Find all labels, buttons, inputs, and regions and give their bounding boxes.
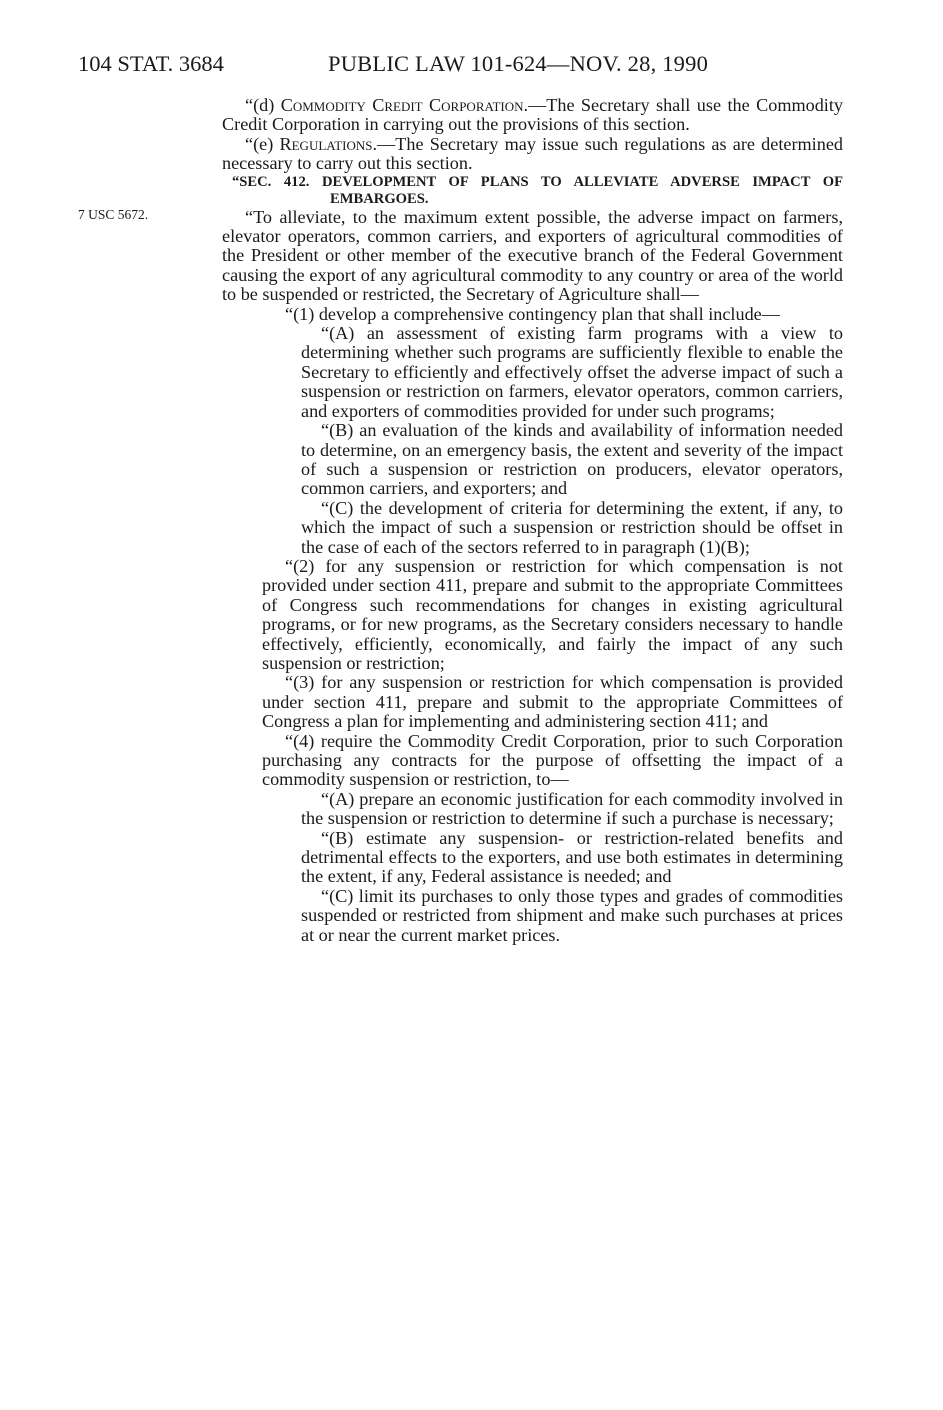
paragraph-2: “(2) for any suspension or restriction for which compensation is not provided under section 411, prepare and submit to the appropriate Committees of Congress such recommendations for changes in existing agricultural programs, or for new programs, as the Secretary considers necessary to handle effectively, efficiently, economically, and fairly the impact of any such suspension or restriction;	[262, 555, 843, 673]
paragraph-e-text: .—The Secretary may issue such regulations as are determined necessary to carry out this section.	[222, 133, 843, 174]
paragraph-1: “(1) develop a comprehensive contingency plan that shall include—	[285, 303, 780, 324]
subparagraph-1c: “(C) the development of criteria for determining the extent, if any, to which the impact of such a suspension or restriction should be offset in the case of each of the sectors referred to in paragraph (1)(B);	[301, 497, 843, 557]
paragraph-4: “(4) require the Commodity Credit Corporation, prior to such Corporation purchasing any contracts for the purpose of offsetting the impact of a commodity suspension or restriction, to—	[262, 730, 843, 790]
stat-citation: 104 STAT. 3684	[78, 51, 224, 76]
paragraph-e-heading: Regulations	[279, 133, 373, 154]
subparagraph-1b: “(B) an evaluation of the kinds and availability of information needed to determine, on an emergency basis, the extent and severity of the impact of such a suspension or restriction on producers, elevator operators, common carriers, and exporters; and	[301, 420, 843, 499]
subparagraph-4b: “(B) estimate any suspension- or restriction-related benefits and detrimental effects to the exporters, and use both estimates in determining the extent, if any, Federal assistance is needed; and	[301, 827, 843, 887]
public-law-title: PUBLIC LAW 101-624—NOV. 28, 1990	[328, 51, 709, 76]
paragraph-d-heading: Commodity Credit Corporation	[280, 95, 524, 115]
page-header	[78, 44, 858, 84]
paragraph-d-text: .—The Secretary shall use the Commodity Credit Corporation in carrying out the provisions of this section.	[222, 95, 843, 135]
paragraph-e	[222, 135, 843, 174]
usc-margin-note: 7 USC 5672.	[78, 207, 149, 222]
subparagraph-4a: “(A) prepare an economic justification for each commodity involved in the suspension or restriction to determine if such a purchase is necessary;	[301, 788, 843, 829]
paragraph-3: “(3) for any suspension or restriction for which compensation is provided under section 411, prepare and submit to the appropriate Committees of Congress a plan for implementing and administering section 411; and	[262, 672, 843, 732]
section-heading: “SEC. 412. DEVELOPMENT OF PLANS TO ALLEVIATE ADVERSE IMPACT OF EMBARGOES.	[232, 173, 843, 207]
subparagraph-4c: “(C) limit its purchases to only those types and grades of commodities suspended or restricted from shipment and make such purchases at prices at or near the current market prices.	[301, 885, 843, 945]
subparagraph-1a: “(A) an assessment of existing farm programs with a view to determining whether such programs are sufficiently flexible to enable the Secretary to efficiently and effectively offset the adverse impact of such a suspension or restriction on farmers, elevator operators, common carriers, and exporters of commodities provided for under such programs;	[301, 323, 843, 421]
statute-text	[222, 96, 843, 945]
paragraph-e-label: “(e)	[245, 133, 280, 154]
section-intro: “To alleviate, to the maximum extent possible, the adverse impact on farmers, elevator operators, common carriers, and exporters of agricultural commodities of the President or other member of the executive branch of the Federal Government causing the export of any agricultural commodity to any country or area of the world to be suspended or restricted, the Secretary of Agriculture shall—	[222, 206, 843, 305]
paragraph-d-label: “(d)	[245, 95, 281, 115]
paragraph-d	[222, 96, 843, 135]
